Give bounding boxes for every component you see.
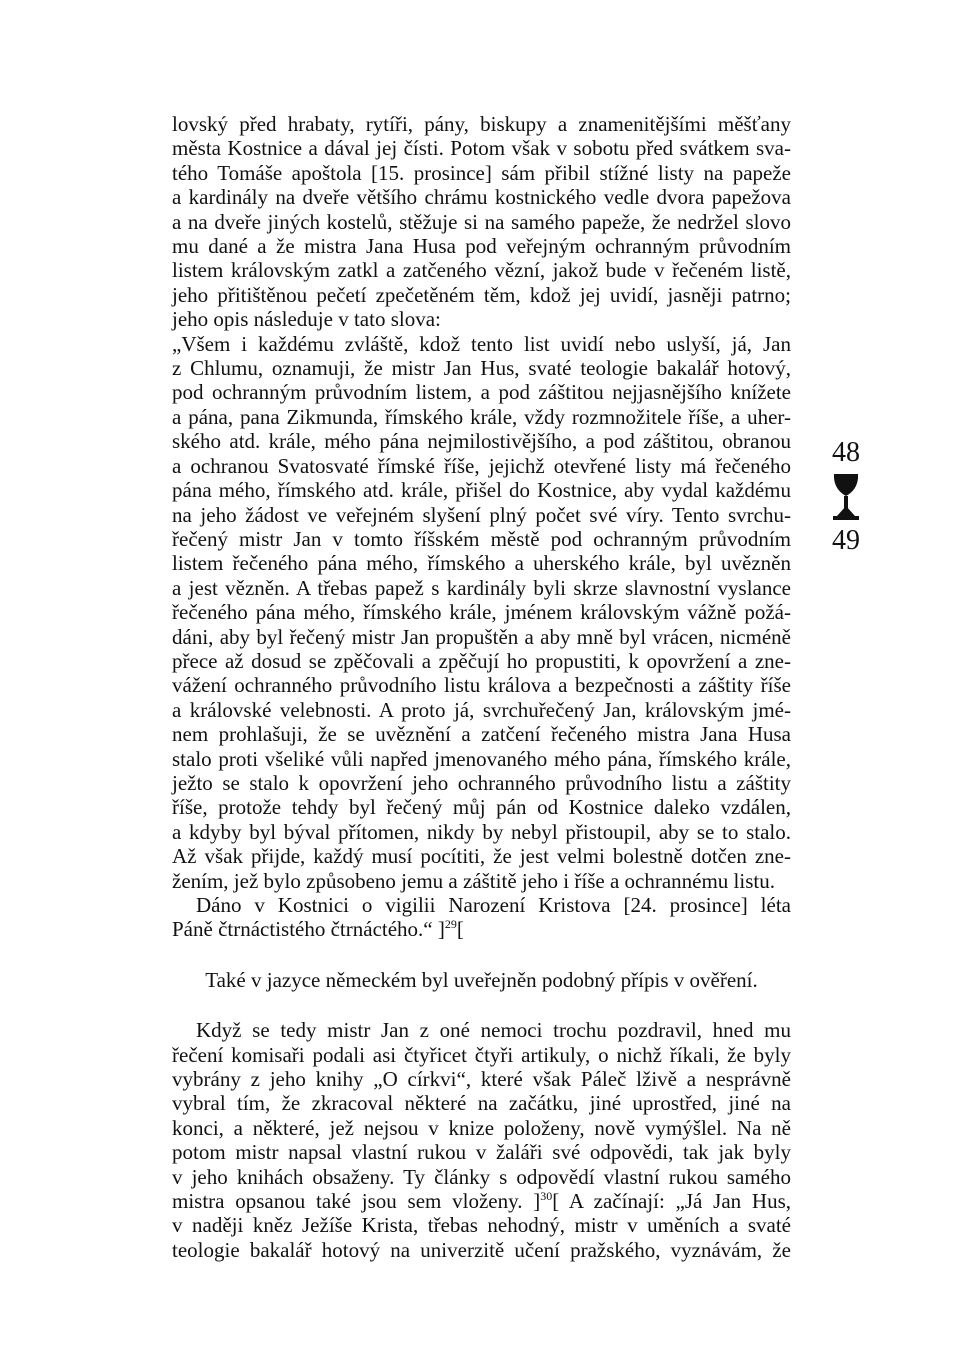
paragraph-5-tail: [172, 1213, 791, 1262]
paragraph-3-date: [172, 893, 791, 917]
paragraph-gap: [172, 992, 791, 1018]
text-line: Dáno v Kostnici o vigilii Narození Kristova [24. prosince] léta: [196, 893, 791, 917]
text-line: nem prohlašuji, že se uvěznění a zatčení řečeného mistra Jana Husa: [172, 722, 791, 747]
paragraph-2-letter: [172, 332, 791, 893]
text-line: jeho přitištěnou pečetí zpečetěném těm, kdož jej uvidí, jasněji patrno;: [172, 282, 791, 307]
page-number-top: 48: [832, 437, 860, 468]
text-line: jeho opis následuje v tato slova:: [172, 307, 441, 332]
text-line: lovský před hrabaty, rytíři, pány, biskupy a znamenitějšími měšťany: [172, 112, 791, 136]
text-line: a ochranou Svatosvaté římské říše, jejichž otevřené listy má řečeného: [172, 453, 791, 478]
text-run: Páně čtrnáctistého čtrnáctého.“ ]: [172, 917, 445, 942]
text-line: listem královským zatkl a zatčeného vězní, jakož bude v řečeném listě,: [172, 258, 791, 283]
text-line: města Kostnice a dával jej čísti. Potom však v sobotu před svátkem sva-: [172, 136, 791, 161]
paragraph-3-last-line: [172, 917, 791, 941]
text-line: a na dveře jiných kostelů, stěžuje si na samého papeže, že nedržel slovo: [172, 209, 791, 234]
text-line: potom mistr napsal vlastní rukou v žaláři své odpovědi, tak jak byly: [172, 1140, 791, 1165]
text-line: vážení ochranného průvodního listu králova a bezpečnosti a záštity říše: [172, 673, 791, 698]
text-line: dáni, aby byl řečený mistr Jan propuštěn a aby mně byl vrácen, nicméně: [172, 624, 791, 649]
text-line: teologie bakalář hotový na univerzitě učení pražského, vyznávám, že: [172, 1237, 791, 1262]
text-line: listem řečeného pána mého, římského a uherského krále, byl uvězněn: [172, 551, 791, 576]
text-line: a královské velebnosti. A proto já, svrchuřečený Jan, královským jmé-: [172, 697, 791, 722]
paragraph-1: [172, 112, 791, 332]
margin-page-marker: [816, 438, 876, 556]
text-line: na jeho žádost ve veřejném slyšení plný počet své víry. Tento svrchu-: [172, 502, 791, 527]
text-line: řečený mistr Jan v tomto říšském městě pod ochranným průvodním: [172, 526, 791, 551]
text-line: z Chlumu, oznamuji, že mistr Jan Hus, svaté teologie bakalář hotový,: [172, 356, 791, 381]
page-body: [172, 112, 791, 1262]
text-line: „Všem i každému zvláště, kdož tento list uvidí nebo uslyší, já, Jan: [172, 331, 791, 356]
text-run: mistra opsanou také jsou sem vloženy. ]: [172, 1189, 541, 1214]
text-line: řečeného pána mého, římského krále, jménem královským vážně požá-: [172, 600, 791, 625]
text-line: žením, jež bylo způsobeno jemu a záštitě jeho i říše a ochrannému listu.: [172, 868, 775, 893]
text-line: Také v jazyce německém byl uveřejněn podobný přípis v ověření.: [205, 967, 758, 992]
text-line: a kdyby byl býval přítomen, nikdy by nebyl přistoupil, aby se to stalo.: [172, 819, 791, 844]
text-line: a jest vězněn. A třebas papež s kardinály byli skrze slavnostní vyslance: [172, 575, 791, 600]
paragraph-5: [172, 1018, 791, 1189]
text-line: říše, protože tehdy byl řečený můj pán od Kostnice daleko vzdálen,: [172, 795, 791, 820]
text-line: mu dané a že mistra Jana Husa pod veřejným ochranným průvodním: [172, 234, 791, 259]
text-run: [: [456, 917, 464, 942]
text-line: stalo proti všeliké vůli napřed jmenovaného mého pána, římského krále,: [172, 746, 791, 771]
paragraph-5-ref-line: [172, 1189, 791, 1213]
text-line: řečení komisaři podali asi čtyřicet čtyři artikuly, o nichž říkali, že byly: [172, 1042, 791, 1067]
text-line: Až však přijde, každý musí pocítiti, že jest velmi bolestně dotčen zne-: [172, 844, 791, 869]
text-line: ského atd. krále, mého pána nejmilostivějšího, a pod záštitou, obranou: [172, 429, 791, 454]
text-line: pána mého, římského atd. krále, přišel do Kostnice, aby vydal každému: [172, 478, 791, 503]
text-line: tého Tomáše apoštola [15. prosince] sám přibil stížné listy na papeže: [172, 160, 791, 185]
text-line: v jeho knihách obsaženy. Ty články s odpovědí vlastní rukou samého: [172, 1164, 791, 1189]
text-line: přece až dosud se zpěčovali a zpěčují ho propustiti, k opovržení a zne-: [172, 648, 791, 673]
text-line: a kardinály na dveře většího chrámu kostnického vedle dvora papežova: [172, 185, 791, 210]
text-line: v naději kněz Ježíše Krista, třebas nehodný, mistr v uměních a svaté: [172, 1213, 791, 1238]
paragraph-4: [172, 968, 791, 992]
text-line: ježto se stalo k opovržení jeho ochranného průvodního listu a záštity: [172, 770, 791, 795]
text-line: a pána, pana Zikmunda, římského krále, vždy rozmnožitele říše, a uher-: [172, 404, 791, 429]
footnote-ref: 29: [444, 917, 457, 932]
text-run: [ A začínají: „Já Jan Hus,: [552, 1189, 791, 1214]
text-line: konci, a některé, jež nejsou v knize položeny, nově vymýšlel. Na ně: [172, 1115, 791, 1140]
text-line: vybral tím, že zkracoval některé na začátku, jiné uprostřed, jiné na: [172, 1091, 791, 1116]
text-line: [172, 917, 791, 941]
text-line: [172, 1189, 791, 1213]
paragraph-gap: [172, 942, 791, 968]
text-line: pod ochranným průvodním listem, a pod záštitou nejjasnějšího knížete: [172, 380, 791, 405]
footnote-ref: 30: [540, 1189, 553, 1204]
chalice-icon: [831, 472, 861, 522]
text-line: Když se tedy mistr Jan z oné nemoci trochu pozdravil, hned mu: [196, 1018, 791, 1043]
text-line: vybrány z jeho knihy „O církvi“, které však Páleč lživě a nesprávně: [172, 1067, 791, 1092]
page-number-bottom: 49: [832, 525, 860, 556]
